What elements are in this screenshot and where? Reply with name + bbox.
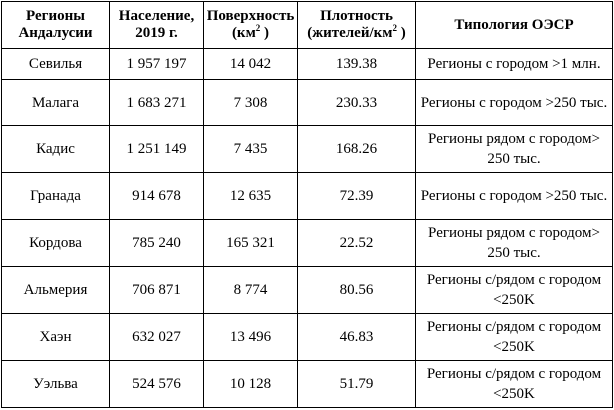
header-density: Плотность ($жителей/км^2$ ) [298, 2, 416, 49]
cell-typology: Регионы с/рядом с городом <250K [416, 267, 613, 314]
table-row [2, 173, 613, 220]
cell-population: 706 871 [110, 267, 204, 314]
cell-density: 230.33 [298, 80, 416, 126]
cell-surface: 165 321 [204, 220, 298, 267]
cell-typology: Регионы рядом с городом> 250 тыс. [416, 220, 613, 267]
cell-region: Севилья [2, 49, 110, 80]
cell-density: 139.38 [298, 49, 416, 80]
cell-density: 80.56 [298, 267, 416, 314]
header-row [2, 2, 613, 49]
cell-population: 785 240 [110, 220, 204, 267]
cell-surface: 12 635 [204, 173, 298, 220]
cell-region: Кордова [2, 220, 110, 267]
cell-density: 51.79 [298, 361, 416, 408]
table-row [2, 314, 613, 361]
cell-typology: Регионы с городом >250 тыс. [416, 173, 613, 220]
cell-surface: 8 774 [204, 267, 298, 314]
cell-typology: Регионы с городом >1 млн. [416, 49, 613, 80]
cell-region: Малага [2, 80, 110, 126]
cell-typology: Регионы рядом с городом> 250 тыс. [416, 126, 613, 173]
cell-surface: 7 435 [204, 126, 298, 173]
cell-surface: 14 042 [204, 49, 298, 80]
header-typology: Типология ОЭСР [416, 2, 613, 49]
cell-typology: Регионы с/рядом с городом <250K [416, 361, 613, 408]
cell-population: 1 683 271 [110, 80, 204, 126]
cell-density: 46.83 [298, 314, 416, 361]
cell-population: 914 678 [110, 173, 204, 220]
table-row [2, 267, 613, 314]
cell-population: 632 027 [110, 314, 204, 361]
table-row [2, 80, 613, 126]
cell-region: Кадис [2, 126, 110, 173]
header-surface: Поверхность ($км^2$ ) [204, 2, 298, 49]
cell-surface: 7 308 [204, 80, 298, 126]
cell-density: 22.52 [298, 220, 416, 267]
table-row [2, 49, 613, 80]
header-region: Регионы Андалусии [2, 2, 110, 49]
table-row [2, 126, 613, 173]
cell-population: 524 576 [110, 361, 204, 408]
cell-region: Хаэн [2, 314, 110, 361]
cell-surface: 10 128 [204, 361, 298, 408]
cell-typology: Регионы с городом >250 тыс. [416, 80, 613, 126]
table-row [2, 361, 613, 408]
table-row [2, 220, 613, 267]
andalusia-regions-table [1, 1, 613, 408]
header-population: Население, 2019 г. [110, 2, 204, 49]
cell-region: Альмерия [2, 267, 110, 314]
cell-population: 1 957 197 [110, 49, 204, 80]
cell-region: Гранада [2, 173, 110, 220]
cell-population: 1 251 149 [110, 126, 204, 173]
cell-density: 72.39 [298, 173, 416, 220]
cell-region: Уэльва [2, 361, 110, 408]
cell-typology: Регионы с/рядом с городом <250K [416, 314, 613, 361]
cell-surface: 13 496 [204, 314, 298, 361]
cell-density: 168.26 [298, 126, 416, 173]
